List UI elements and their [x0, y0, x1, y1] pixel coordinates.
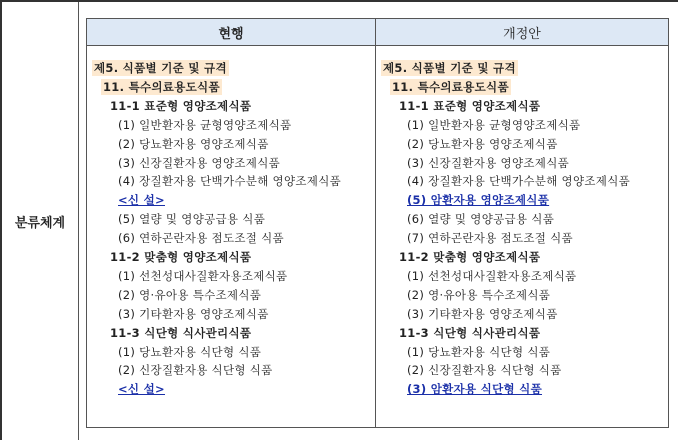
current-line-text: (2) 신장질환자용 식단형 식품	[118, 363, 273, 378]
current-line-text: (1) 선천성대사질환자용조제식품	[118, 268, 288, 283]
proposed-line-text: (5) 암환자용 영양조제식품	[407, 193, 550, 208]
current-line-text: (3) 기타환자용 영양조제식품	[118, 306, 269, 321]
proposed-line-text: (2) 영·유아용 특수조제식품	[407, 287, 551, 302]
proposed-line	[407, 212, 554, 226]
proposed-line	[399, 99, 540, 113]
current-line-text: (1) 일반환자용 균형영양조제식품	[118, 117, 292, 132]
current-line-text: 11-1 표준형 영양조제식품	[110, 98, 252, 113]
proposed-line	[407, 363, 562, 377]
proposed-line	[407, 307, 558, 321]
current-line	[92, 61, 229, 75]
row-label-cell	[2, 2, 79, 440]
proposed-line-text: (3) 암환자용 식단형 식품	[407, 382, 543, 397]
proposed-line	[407, 193, 549, 207]
proposed-line-text: (1) 선천성대사질환자용조제식품	[407, 268, 577, 283]
comparison-box	[86, 18, 669, 428]
proposed-line	[407, 288, 550, 302]
proposed-line-text: (2) 신장질환자용 식단형 식품	[407, 363, 562, 378]
proposed-line-text: (6) 열량 및 영양공급용 식품	[407, 212, 555, 227]
proposed-line-text: (4) 장질환자용 단백가수분해 영양조제식품	[407, 174, 631, 189]
proposed-line-text: (3) 신장질환자용 영양조제식품	[407, 155, 570, 170]
proposed-line	[399, 250, 540, 264]
current-line-text: <신 설>	[118, 193, 165, 208]
current-line	[118, 269, 287, 283]
proposed-line	[381, 61, 518, 75]
current-line	[118, 345, 261, 359]
proposed-line	[407, 137, 558, 151]
current-line-text: <신 설>	[118, 382, 165, 397]
current-line	[118, 363, 273, 377]
header-proposed: 개정안	[376, 19, 668, 46]
proposed-line	[407, 118, 580, 132]
proposed-line	[407, 382, 542, 396]
proposed-line-text: (2) 당뇨환자용 영양조제식품	[407, 136, 558, 151]
proposed-line	[407, 174, 630, 188]
current-line	[118, 382, 165, 396]
proposed-line	[390, 80, 511, 94]
proposed-line-text: 11-3 식단형 식사관리식품	[399, 325, 541, 340]
proposed-line	[407, 231, 573, 245]
current-line-text: (3) 신장질환자용 영양조제식품	[118, 155, 281, 170]
current-line-text: 11. 특수의료용도식품	[103, 79, 220, 94]
current-line	[118, 193, 165, 207]
current-line-text: 11-2 맞춤형 영양조제식품	[110, 250, 252, 264]
header-current: 현행	[87, 19, 375, 46]
current-line-text: 제5. 식품별 기준 및 규격	[94, 61, 227, 75]
current-line-text: 11-3 식단형 식사관리식품	[110, 325, 252, 340]
current-line	[110, 250, 251, 264]
proposed-line	[407, 345, 550, 359]
current-line-text: (1) 당뇨환자용 식단형 식품	[118, 344, 262, 359]
current-line	[118, 118, 291, 132]
current-line	[118, 231, 284, 245]
proposed-line-text: 11. 특수의료용도식품	[392, 79, 509, 94]
current-line-text: (2) 당뇨환자용 영양조제식품	[118, 136, 269, 151]
current-line	[118, 288, 261, 302]
proposed-line	[399, 326, 540, 340]
current-line	[118, 307, 269, 321]
proposed-line-text: (1) 당뇨환자용 식단형 식품	[407, 344, 551, 359]
current-line	[110, 99, 251, 113]
proposed-line	[407, 269, 576, 283]
column-divider	[375, 19, 376, 427]
current-line	[118, 212, 265, 226]
proposed-line-text: (7) 연하곤란자용 점도조절 식품	[407, 231, 573, 246]
proposed-line-text: 제5. 식품별 기준 및 규격	[383, 61, 516, 75]
current-line	[118, 137, 269, 151]
current-line	[118, 174, 341, 188]
current-line	[110, 326, 251, 340]
proposed-line	[407, 156, 569, 170]
proposed-line-text: 11-2 맞춤형 영양조제식품	[399, 250, 541, 264]
current-line-text: (5) 열량 및 영양공급용 식품	[118, 212, 266, 227]
current-line-text: (4) 장질환자용 단백가수분해 영양조제식품	[118, 174, 342, 189]
current-line	[101, 80, 222, 94]
proposed-line-text: 11-1 표준형 영양조제식품	[399, 98, 541, 113]
row-label: 분류체계	[14, 215, 66, 231]
proposed-line-text: (3) 기타환자용 영양조제식품	[407, 306, 558, 321]
proposed-line-text: (1) 일반환자용 균형영양조제식품	[407, 117, 581, 132]
current-line-text: (2) 영·유아용 특수조제식품	[118, 287, 262, 302]
current-line-text: (6) 연하곤란자용 점도조절 식품	[118, 231, 284, 246]
current-line	[118, 156, 280, 170]
